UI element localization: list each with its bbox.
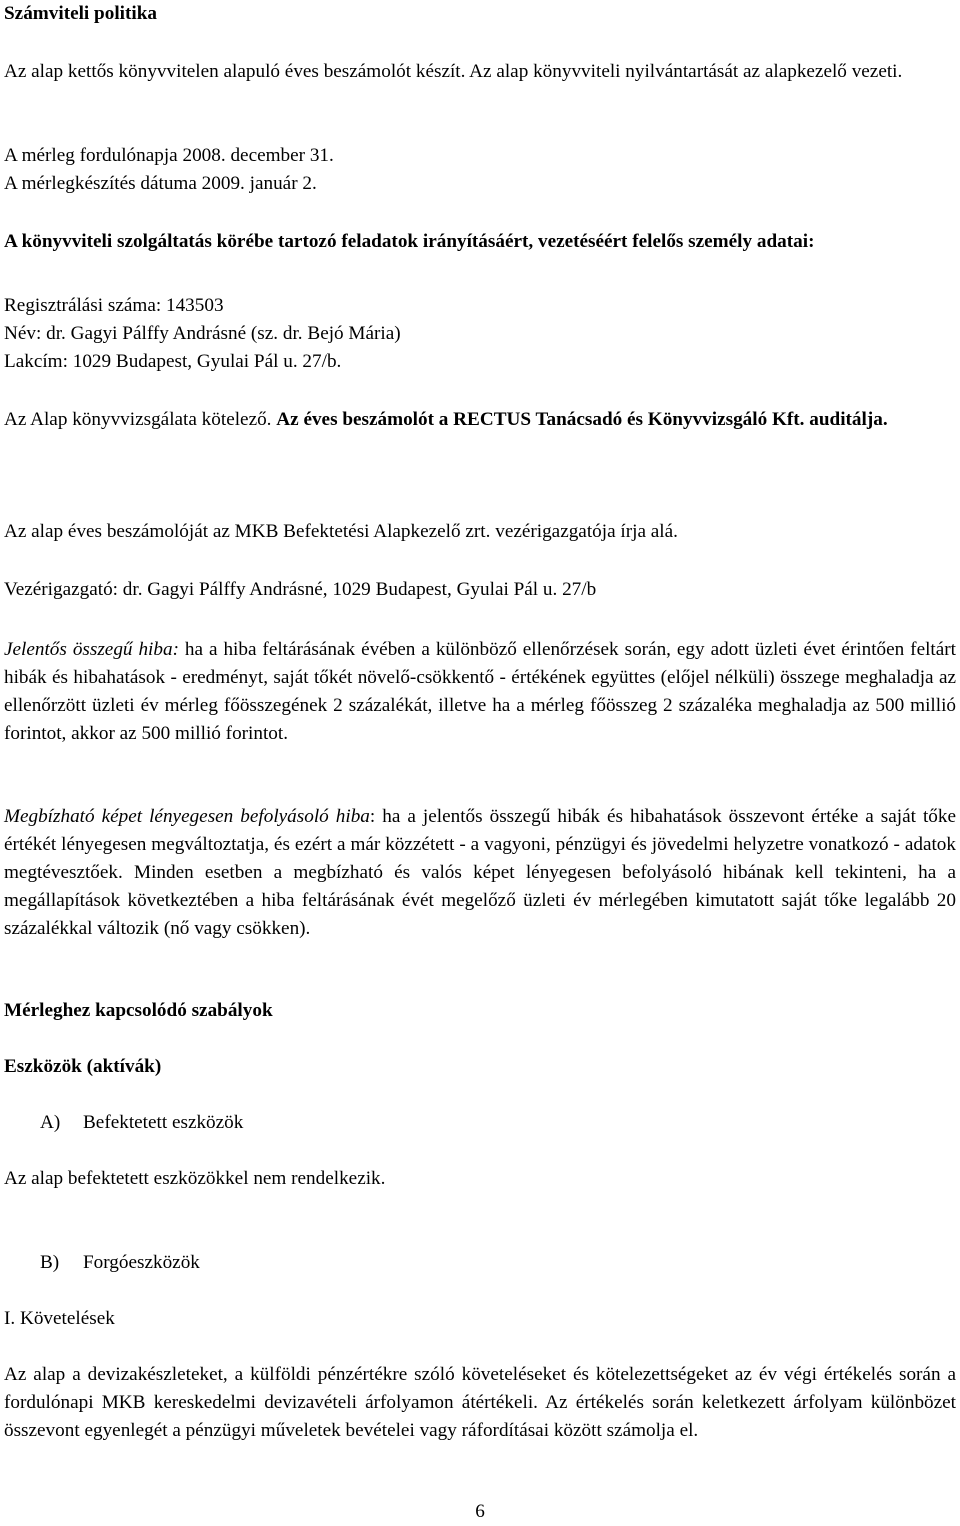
section-a-heading xyxy=(4,1109,960,1137)
balance-rules-heading: Mérleghez kapcsolódó szabályok xyxy=(4,1000,273,1021)
assets-heading: Eszközök (aktívák) xyxy=(4,1056,162,1077)
responsible-person-heading: A könyvviteli szolgáltatás körébe tartozó feladatok irányításáért, vezetéséért felelős személy adatai: xyxy=(4,231,815,252)
person-address: Lakcím: 1029 Budapest, Gyulai Pál u. 27/b. xyxy=(4,351,342,372)
page-number: 6 xyxy=(475,1501,485,1522)
section-b-label: B) xyxy=(40,1252,60,1273)
section-a-label: A) xyxy=(40,1112,61,1133)
significant-error-text: ha a hiba feltárásának évében a különböző ellenőrzések során, egy adott üzleti évet érintően feltárt hibák és hibahatások - eredményt, saját tőkét növelő-csökkentő - értékének együttes (előjel nélküli) összege meghaladja az ellenőrzött üzleti év mérleg főösszegének 2 százalékát, illetve ha a mérleg főösszeg 2 százaléka meghaladja az 500 millió forintot, akkor az 500 millió forintot. xyxy=(4,639,956,744)
intro-paragraph: Az alap kettős könyvvitelen alapuló éves beszámolót készít. Az alap könyvviteli nyilvántartását az alapkezelő vezeti. xyxy=(4,61,903,82)
audit-obligation: Az Alap könyvvizsgálata kötelező. xyxy=(4,409,272,430)
balance-date: A mérleg fordulónapja 2008. december 31. xyxy=(4,145,334,166)
balance-date-block xyxy=(4,142,956,198)
page-title: Számviteli politika xyxy=(4,3,157,24)
material-error-term: Megbízható képet lényegesen befolyásoló hiba xyxy=(4,806,370,827)
material-error-paragraph xyxy=(4,803,956,943)
material-error-text: : ha a jelentős összegű hibák és hibahatások összevont értéke a saját tőke értékét lényegesen megváltoztatja, és ezért a már közzétett - a vagyoni, pénzügyi és jövedelmi helyzetre vonatkozó - adatok megtévesztőek. Minden esetben a megbízható és valós képet lényegesen befolyásoló hibának kell tekinteni, ha a megállapítások következtében a hiba feltárásának évét megelőző üzleti év mérlegében kimutatott saját tőke legalább 20 százalékkal változik (nő vagy csökken). xyxy=(4,806,956,939)
section-a-title: Befektetett eszközök xyxy=(83,1112,244,1133)
section-b-title: Forgóeszközök xyxy=(83,1252,200,1273)
ceo-paragraph: Vezérigazgató: dr. Gagyi Pálffy Andrásné, 1029 Budapest, Gyulai Pál u. 27/b xyxy=(4,579,597,600)
responsible-person-details xyxy=(4,292,956,376)
person-name: Név: dr. Gagyi Pálffy Andrásné (sz. dr. Bejó Mária) xyxy=(4,323,401,344)
section-b-heading xyxy=(4,1249,960,1277)
preparation-date: A mérlegkészítés dátuma 2009. január 2. xyxy=(4,173,317,194)
signer-paragraph: Az alap éves beszámolóját az MKB Befektetési Alapkezelő zrt. vezérigazgatója írja alá. xyxy=(4,521,678,542)
significant-error-term: Jelentős összegű hiba: xyxy=(4,639,179,660)
receivables-heading: I. Követelések xyxy=(4,1308,115,1329)
auditor-statement: Az éves beszámolót a RECTUS Tanácsadó és Könyvvizsgáló Kft. auditálja. xyxy=(276,409,888,430)
registration-number: Regisztrálási száma: 143503 xyxy=(4,295,224,316)
audit-paragraph xyxy=(4,406,956,434)
significant-error-paragraph xyxy=(4,636,956,748)
receivables-paragraph: Az alap a devizakészleteket, a külföldi pénzértékre szóló követeléseket és kötelezettségeket az év végi értékelés során a fordulónapi MKB kereskedelmi devizavételi árfolyamon átértékeli. Az értékelés során keletkezett árfolyam különbözet összevont egyenlegét a pénzügyi műveletek bevételei vagy ráfordításai között számolja el. xyxy=(4,1364,956,1441)
section-a-text: Az alap befektetett eszközökkel nem rendelkezik. xyxy=(4,1168,386,1189)
